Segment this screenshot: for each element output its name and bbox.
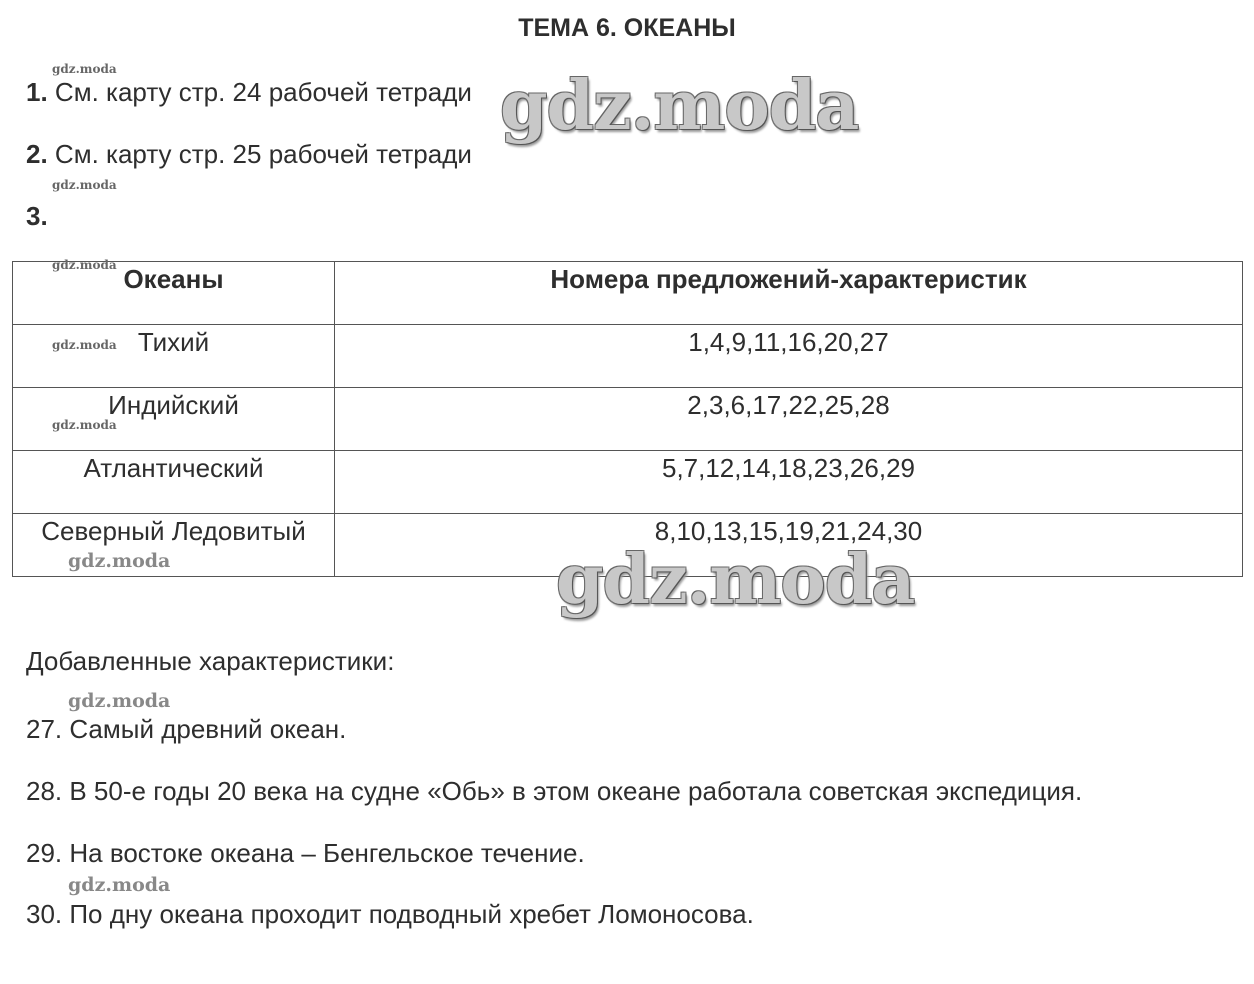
watermark-medium: gdz.moda bbox=[68, 690, 171, 712]
added-item: 29. На востоке океана – Бенгельское течение. bbox=[26, 838, 585, 868]
table-row bbox=[13, 451, 1243, 514]
watermark-small: gdz.moda bbox=[52, 338, 117, 352]
table-row bbox=[13, 388, 1243, 451]
ocean-name: Индийский bbox=[13, 388, 335, 451]
added-heading: Добавленные характеристики: bbox=[26, 646, 395, 676]
task-2 bbox=[26, 139, 472, 170]
watermark-medium: gdz.moda bbox=[68, 874, 171, 896]
table-header-row bbox=[13, 262, 1243, 325]
added-item: 30. По дну океана проходит подводный хребет Ломоносова. bbox=[26, 899, 754, 929]
ocean-name: Атлантический bbox=[13, 451, 335, 514]
ocean-numbers: 8,10,13,15,19,21,24,30 bbox=[335, 514, 1243, 577]
task-text: См. карту стр. 25 рабочей тетради bbox=[54, 139, 472, 169]
task-number: 2. bbox=[26, 139, 48, 169]
added-item: 28. В 50-е годы 20 века на судне «Обь» в этом океане работала советская экспедиция. bbox=[26, 776, 1083, 806]
watermark-large: gdz.moda bbox=[500, 66, 859, 146]
ocean-name: Тихий bbox=[13, 325, 335, 388]
watermark-small: gdz.moda bbox=[52, 418, 117, 432]
ocean-numbers: 2,3,6,17,22,25,28 bbox=[335, 388, 1243, 451]
task-1 bbox=[26, 77, 472, 108]
ocean-numbers: 5,7,12,14,18,23,26,29 bbox=[335, 451, 1243, 514]
ocean-name: Северный Ледовитый bbox=[13, 514, 335, 577]
task-3 bbox=[26, 201, 48, 232]
watermark-small: gdz.moda bbox=[52, 178, 117, 192]
task-number: 1. bbox=[26, 77, 48, 107]
watermark-medium: gdz.moda bbox=[68, 550, 171, 572]
watermark-small: gdz.moda bbox=[52, 258, 117, 272]
table-row bbox=[13, 325, 1243, 388]
task-text: См. карту стр. 24 рабочей тетради bbox=[54, 77, 472, 107]
page-title: ТЕМА 6. ОКЕАНЫ bbox=[518, 14, 736, 42]
ocean-numbers: 1,4,9,11,16,20,27 bbox=[335, 325, 1243, 388]
column-header-oceans: Океаны bbox=[13, 262, 335, 325]
oceans-table bbox=[12, 261, 1243, 577]
added-item: 27. Самый древний океан. bbox=[26, 714, 347, 744]
task-number: 3. bbox=[26, 201, 48, 231]
watermark-large: gdz.moda bbox=[556, 540, 915, 620]
column-header-numbers: Номера предложений-характеристик bbox=[335, 262, 1243, 325]
watermark-small: gdz.moda bbox=[52, 62, 117, 76]
